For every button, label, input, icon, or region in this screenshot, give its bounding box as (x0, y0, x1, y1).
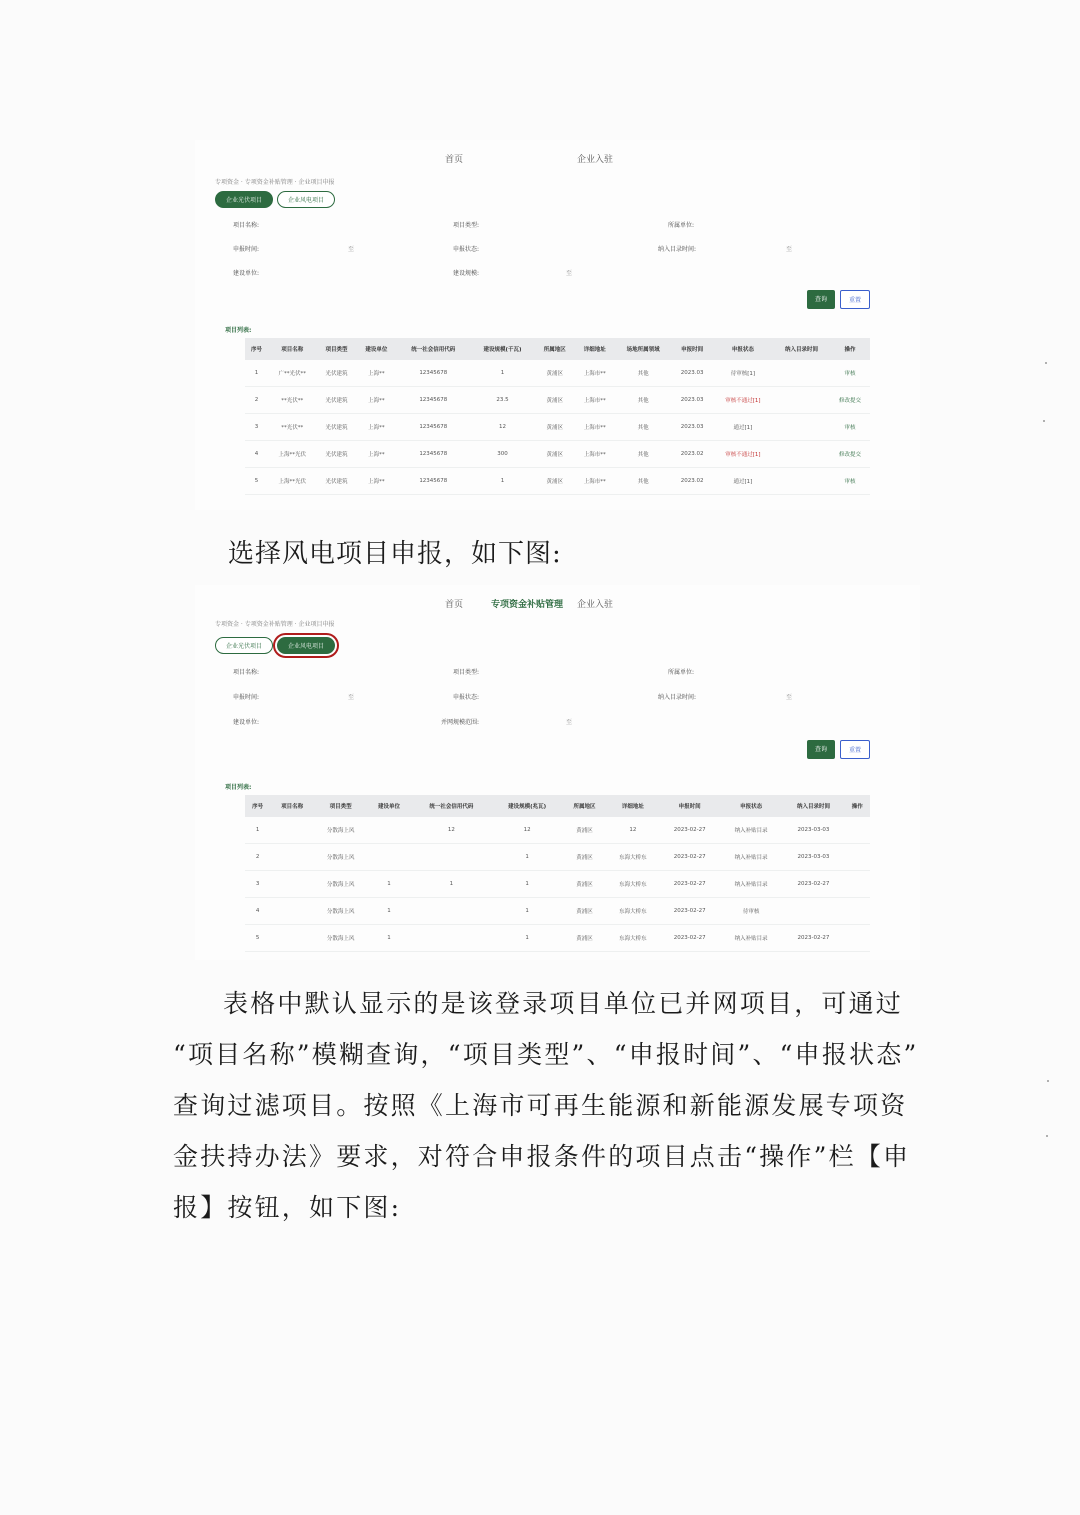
table-cell: 上海** (356, 387, 396, 414)
table-cell: 3 (245, 871, 270, 898)
table-cell: 5 (245, 468, 268, 495)
table-cell: 2 (245, 844, 270, 871)
filter-apply-time[interactable]: 申报时间: (233, 246, 260, 253)
table-cell: 2023-02-27 (782, 871, 844, 898)
range-separator: 至 (786, 694, 793, 701)
filter-apply-time[interactable]: 申报时间: (233, 694, 260, 701)
table-cell: 2023-03-03 (782, 817, 844, 844)
filter-project-name[interactable]: 项目名称: (233, 669, 260, 676)
scan-speck (1045, 362, 1047, 364)
reset-button[interactable]: 重置 (840, 740, 870, 759)
table-cell: 光伏建筑 (316, 387, 356, 414)
table-cell: 5 (245, 925, 270, 952)
table-cell: 黄浦区 (535, 441, 575, 468)
column-header: 序号 (245, 338, 268, 360)
table-cell: 2023-02-27 (659, 844, 720, 871)
table-cell: 4 (245, 441, 268, 468)
table-cell: 上海市** (575, 441, 615, 468)
table-cell (411, 844, 492, 871)
table-cell: 1 (367, 925, 411, 952)
table-cell: 其他 (615, 441, 672, 468)
table-row (245, 387, 870, 414)
reset-button[interactable]: 重置 (840, 290, 870, 309)
top-nav (195, 593, 920, 613)
row-action-link[interactable]: 修改提交 (830, 441, 870, 468)
table-cell: 光伏建筑 (316, 468, 356, 495)
table-cell: 东海大桥东 (606, 844, 659, 871)
nav-subsidy[interactable]: 专项资金补贴管理 (491, 600, 564, 610)
screenshot-pv-projects (195, 140, 920, 510)
table-cell (270, 817, 314, 844)
table-cell: 其他 (615, 468, 672, 495)
filter-build-unit[interactable]: 建设单位: (233, 719, 260, 726)
table-cell: 12 (492, 817, 563, 844)
table-cell: 待审核[1] (713, 360, 773, 387)
table-row (245, 844, 870, 871)
nav-home[interactable]: 首页 (445, 155, 464, 165)
tab-wind-projects[interactable]: 企业风电项目 (277, 191, 335, 208)
table-cell: 黄浦区 (563, 844, 607, 871)
table-cell: 300 (470, 441, 535, 468)
range-separator: 至 (348, 694, 355, 701)
table-cell: 1 (411, 871, 492, 898)
column-header: 建设单位 (367, 795, 411, 817)
table-cell: 2023-02-27 (659, 925, 720, 952)
query-button[interactable]: 查询 (807, 290, 835, 309)
row-action-link[interactable]: 审核 (830, 360, 870, 387)
body-line: 报】按钮，如下图: (173, 1193, 402, 1222)
table-row (245, 414, 870, 441)
table-cell (411, 925, 492, 952)
table-cell: 1 (492, 871, 563, 898)
row-action-link[interactable]: 审核 (830, 414, 870, 441)
scan-speck (1043, 420, 1045, 422)
body-text (173, 978, 923, 1233)
table-cell: 光伏建筑 (316, 360, 356, 387)
table-row (245, 871, 870, 898)
table-row (245, 441, 870, 468)
table-cell: 黄浦区 (563, 925, 607, 952)
table-cell (270, 871, 314, 898)
column-header: 申报时间 (659, 795, 720, 817)
table-cell: 黄浦区 (563, 817, 607, 844)
table-cell: 审核不通过[1] (713, 441, 773, 468)
table-cell: 12 (470, 414, 535, 441)
table-cell: 上海**光伏 (268, 468, 316, 495)
table-cell: 1 (470, 468, 535, 495)
range-separator: 至 (786, 246, 793, 253)
table-cell (411, 898, 492, 925)
table-cell: 其他 (615, 360, 672, 387)
body-line: 金扶持办法》要求，对符合申报条件的项目点击“操作”栏【申 (173, 1142, 911, 1171)
table-cell: 1 (492, 844, 563, 871)
column-header: 操作 (830, 338, 870, 360)
table-cell: 分散海上风 (314, 817, 367, 844)
column-header: 详细地址 (606, 795, 659, 817)
table-cell (845, 871, 870, 898)
table-cell (845, 817, 870, 844)
table-cell: 审核不通过[1] (713, 387, 773, 414)
body-line: 查询过滤项目。按照《上海市可再生能源和新能源发展专项资 (173, 1091, 908, 1120)
column-header: 建设规模(千瓦) (470, 338, 535, 360)
table-cell: 上海**光伏 (268, 441, 316, 468)
project-list-label: 项目列表: (225, 327, 252, 334)
breadcrumb: 专项资金 · 专项资金补贴管理 · 企业项目申报 (215, 179, 335, 186)
filter-project-type[interactable]: 项目类型: (453, 669, 480, 676)
column-header: 纳入目录时间 (782, 795, 844, 817)
screenshot-wind-projects (195, 585, 920, 960)
table-cell: 纳入补贴目录 (720, 925, 782, 952)
table-cell: 分散海上风 (314, 844, 367, 871)
filter-project-name[interactable]: 项目名称: (233, 222, 260, 229)
column-header: 场地所属领域 (615, 338, 672, 360)
table-cell: 通过[1] (713, 414, 773, 441)
nav-enterprise[interactable]: 企业入驻 (577, 600, 614, 610)
table-cell: 黄浦区 (535, 468, 575, 495)
filter-actions (807, 290, 870, 309)
column-header: 申报时间 (672, 338, 713, 360)
column-header: 建设规模(兆瓦) (492, 795, 563, 817)
table-cell: 1 (245, 817, 270, 844)
table-cell: 黄浦区 (563, 871, 607, 898)
scan-speck (1046, 1135, 1048, 1137)
table-cell (270, 844, 314, 871)
filter-grid-scale[interactable]: 并网规模范围: (441, 719, 480, 726)
column-header: 统一社会信用代码 (411, 795, 492, 817)
table-cell: 12345678 (396, 360, 470, 387)
table-cell: 1 (367, 898, 411, 925)
column-header: 所属地区 (535, 338, 575, 360)
table-cell: 上海** (356, 414, 396, 441)
table-cell (845, 925, 870, 952)
column-header: 所属地区 (563, 795, 607, 817)
table-cell: 东海大桥东 (606, 925, 659, 952)
table-cell: 3 (245, 414, 268, 441)
project-list-label: 项目列表: (225, 784, 252, 791)
table-cell: 纳入补贴目录 (720, 844, 782, 871)
filter-catalog-time[interactable]: 纳入目录时间: (658, 694, 697, 701)
table-cell: 1 (245, 360, 268, 387)
tab-pv-projects[interactable]: 企业光伏项目 (215, 191, 273, 208)
filter-build-unit[interactable]: 建设单位: (233, 270, 260, 277)
table-cell: 其他 (615, 387, 672, 414)
table-cell: 2023.03 (672, 414, 713, 441)
nav-enterprise[interactable]: 企业入驻 (577, 155, 614, 165)
nav-home[interactable]: 首页 (445, 600, 464, 610)
table-cell: 上海** (356, 468, 396, 495)
body-line: “项目名称”模糊查询，“项目类型”、“申报时间”、“申报状态” (173, 1040, 919, 1069)
caption: 选择风电项目申报，如下图: (228, 539, 562, 569)
table-cell: 2023-02-27 (659, 871, 720, 898)
column-header: 项目名称 (268, 338, 316, 360)
table-cell: 12345678 (396, 387, 470, 414)
table-cell: 2023-02-27 (659, 898, 720, 925)
table-cell (782, 898, 844, 925)
table-cell: 2 (245, 387, 268, 414)
range-separator: 至 (566, 719, 573, 726)
filter-actions (807, 740, 870, 759)
column-header: 项目类型 (314, 795, 367, 817)
column-header: 申报状态 (713, 338, 773, 360)
table-cell (773, 360, 830, 387)
tab-wind-projects[interactable]: 企业风电项目 (277, 637, 335, 654)
top-nav (195, 148, 920, 168)
column-header: 建设单位 (356, 338, 396, 360)
table-cell: 广**光伏** (268, 360, 316, 387)
column-header: 序号 (245, 795, 270, 817)
table-cell: 纳入补贴目录 (720, 871, 782, 898)
filter-build-scale[interactable]: 建设规模: (453, 270, 480, 277)
table-cell: 待审核 (720, 898, 782, 925)
table-cell: 黄浦区 (535, 360, 575, 387)
table-cell: 东海大桥东 (606, 871, 659, 898)
filter-owner-unit[interactable]: 所属单位: (668, 669, 695, 676)
table-cell: **光伏** (268, 387, 316, 414)
filter-apply-status[interactable]: 申报状态: (453, 246, 480, 253)
table-cell (773, 441, 830, 468)
table-cell: 通过[1] (713, 468, 773, 495)
table-cell: 东海大桥东 (606, 898, 659, 925)
table-cell: 上海市** (575, 387, 615, 414)
table-cell (845, 844, 870, 871)
column-header: 详细地址 (575, 338, 615, 360)
column-header: 项目名称 (270, 795, 314, 817)
table-cell: 黄浦区 (535, 387, 575, 414)
table-row (245, 925, 870, 952)
range-separator: 至 (348, 246, 355, 253)
table-cell: 1 (470, 360, 535, 387)
table-cell (367, 844, 411, 871)
project-tabs (215, 637, 335, 654)
tab-pv-projects[interactable]: 企业光伏项目 (215, 637, 273, 654)
project-table (245, 795, 870, 952)
table-cell: 4 (245, 898, 270, 925)
table-cell: 12345678 (396, 468, 470, 495)
table-cell: 2023.03 (672, 360, 713, 387)
table-cell: 2023-02-27 (659, 817, 720, 844)
table-cell: 23.5 (470, 387, 535, 414)
table-cell (367, 817, 411, 844)
table-cell: 2023.02 (672, 441, 713, 468)
table-cell: 12345678 (396, 414, 470, 441)
table-cell: 12 (411, 817, 492, 844)
table-cell: 黄浦区 (535, 414, 575, 441)
table-cell: 其他 (615, 414, 672, 441)
table-cell: 2023-02-27 (782, 925, 844, 952)
project-table (245, 338, 870, 495)
scan-speck (1047, 1080, 1049, 1082)
table-row (245, 360, 870, 387)
table-cell (270, 925, 314, 952)
table-row (245, 817, 870, 844)
project-tabs (215, 191, 335, 208)
table-cell (773, 414, 830, 441)
table-cell: 分散海上风 (314, 925, 367, 952)
table-cell (270, 898, 314, 925)
table-cell: 黄浦区 (563, 898, 607, 925)
table-cell: **光伏** (268, 414, 316, 441)
table-cell: 2023.03 (672, 387, 713, 414)
table-cell: 光伏建筑 (316, 414, 356, 441)
table-cell: 12345678 (396, 441, 470, 468)
table-row (245, 898, 870, 925)
table-cell: 2023.02 (672, 468, 713, 495)
table-row (245, 468, 870, 495)
column-header: 项目类型 (316, 338, 356, 360)
column-header: 申报状态 (720, 795, 782, 817)
table-cell: 分散海上风 (314, 871, 367, 898)
query-button[interactable]: 查询 (807, 740, 835, 759)
row-action-link[interactable]: 审核 (830, 468, 870, 495)
filter-catalog-time[interactable]: 纳入目录时间: (658, 246, 697, 253)
table-cell (845, 898, 870, 925)
table-cell: 上海市** (575, 360, 615, 387)
table-cell (773, 387, 830, 414)
row-action-link[interactable]: 修改提交 (830, 387, 870, 414)
table-cell: 上海** (356, 441, 396, 468)
table-cell: 12 (606, 817, 659, 844)
filter-owner-unit[interactable]: 所属单位: (668, 222, 695, 229)
filter-apply-status[interactable]: 申报状态: (453, 694, 480, 701)
table-cell: 2023-03-03 (782, 844, 844, 871)
table-cell (773, 468, 830, 495)
table-cell: 分散海上风 (314, 898, 367, 925)
table-cell: 纳入补贴目录 (720, 817, 782, 844)
table-cell: 1 (492, 898, 563, 925)
range-separator: 至 (566, 270, 573, 277)
table-cell: 上海** (356, 360, 396, 387)
breadcrumb: 专项资金 · 专项资金补贴管理 · 企业项目申报 (215, 621, 335, 628)
table-cell: 上海市** (575, 468, 615, 495)
body-line: 表格中默认显示的是该登录项目单位已并网项目，可通过 (223, 989, 904, 1018)
column-header: 统一社会信用代码 (396, 338, 470, 360)
filter-project-type[interactable]: 项目类型: (453, 222, 480, 229)
table-cell: 1 (367, 871, 411, 898)
column-header: 纳入目录时间 (773, 338, 830, 360)
table-cell: 上海市** (575, 414, 615, 441)
table-cell: 光伏建筑 (316, 441, 356, 468)
table-cell: 1 (492, 925, 563, 952)
column-header: 操作 (845, 795, 870, 817)
